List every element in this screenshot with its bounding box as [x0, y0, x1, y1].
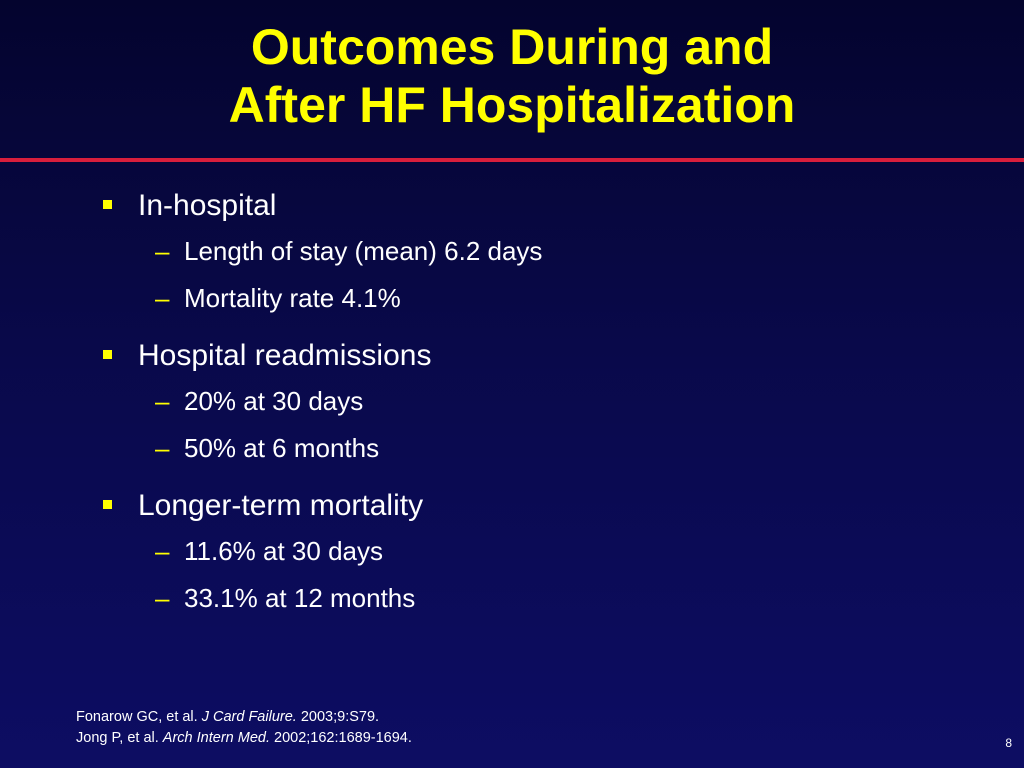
sub-bullet: [138, 378, 542, 425]
bullet-list: [100, 184, 542, 622]
sub-bullet: [138, 228, 542, 275]
sub-bullet-text: 50% at 6 months: [184, 433, 380, 463]
square-bullet-icon: [103, 200, 112, 209]
square-bullet-icon: [103, 500, 112, 509]
reference-journal: Arch Intern Med.: [162, 730, 270, 746]
dash-bullet-icon: –: [155, 583, 170, 613]
dash-bullet-icon: –: [155, 283, 170, 313]
dash-bullet-icon: –: [155, 236, 170, 266]
reference-citation: 2002;162:1689-1694.: [269, 730, 412, 746]
page-number: 8: [1005, 736, 1012, 750]
title-divider: [0, 158, 1024, 162]
sub-bullet-text: Length of stay (mean) 6.2 days: [184, 236, 543, 266]
sub-bullet: [138, 575, 542, 622]
sub-bullet: [138, 425, 542, 472]
dash-bullet-icon: –: [155, 536, 170, 566]
sub-bullet-text: Mortality rate 4.1%: [184, 283, 401, 313]
reference-journal: J Card Failure.: [201, 709, 297, 725]
reference-line: [76, 707, 412, 728]
dash-bullet-icon: –: [155, 433, 170, 463]
reference-authors: Fonarow GC, et al.: [76, 709, 202, 725]
bullet-label: Longer-term mortality: [138, 489, 424, 522]
sub-bullet-text: 11.6% at 30 days: [184, 536, 383, 566]
sub-bullet-text: 33.1% at 12 months: [184, 583, 416, 613]
reference-citation: 2003;9:S79.: [296, 709, 380, 725]
slide-title: [0, 18, 1024, 134]
bullet-label: Hospital readmissions: [138, 339, 432, 372]
square-bullet-icon: [103, 350, 112, 359]
sub-bullet: [138, 528, 542, 575]
dash-bullet-icon: –: [155, 386, 170, 416]
sub-bullet-list: [138, 228, 542, 322]
reference-line: [76, 728, 412, 749]
title-line-1: Outcomes During and: [250, 19, 774, 75]
references: [76, 707, 412, 749]
bullet-label: In-hospital: [138, 189, 277, 222]
reference-authors: Jong P, et al.: [76, 730, 163, 746]
sub-bullet-list: [138, 378, 542, 472]
sub-bullet-text: 20% at 30 days: [184, 386, 364, 416]
title-line-2: After HF Hospitalization: [228, 77, 796, 133]
bullet-longer-term-mortality: [100, 484, 542, 622]
bullet-in-hospital: [100, 184, 542, 322]
sub-bullet: [138, 275, 542, 322]
sub-bullet-list: [138, 528, 542, 622]
bullet-hospital-readmissions: [100, 334, 542, 472]
